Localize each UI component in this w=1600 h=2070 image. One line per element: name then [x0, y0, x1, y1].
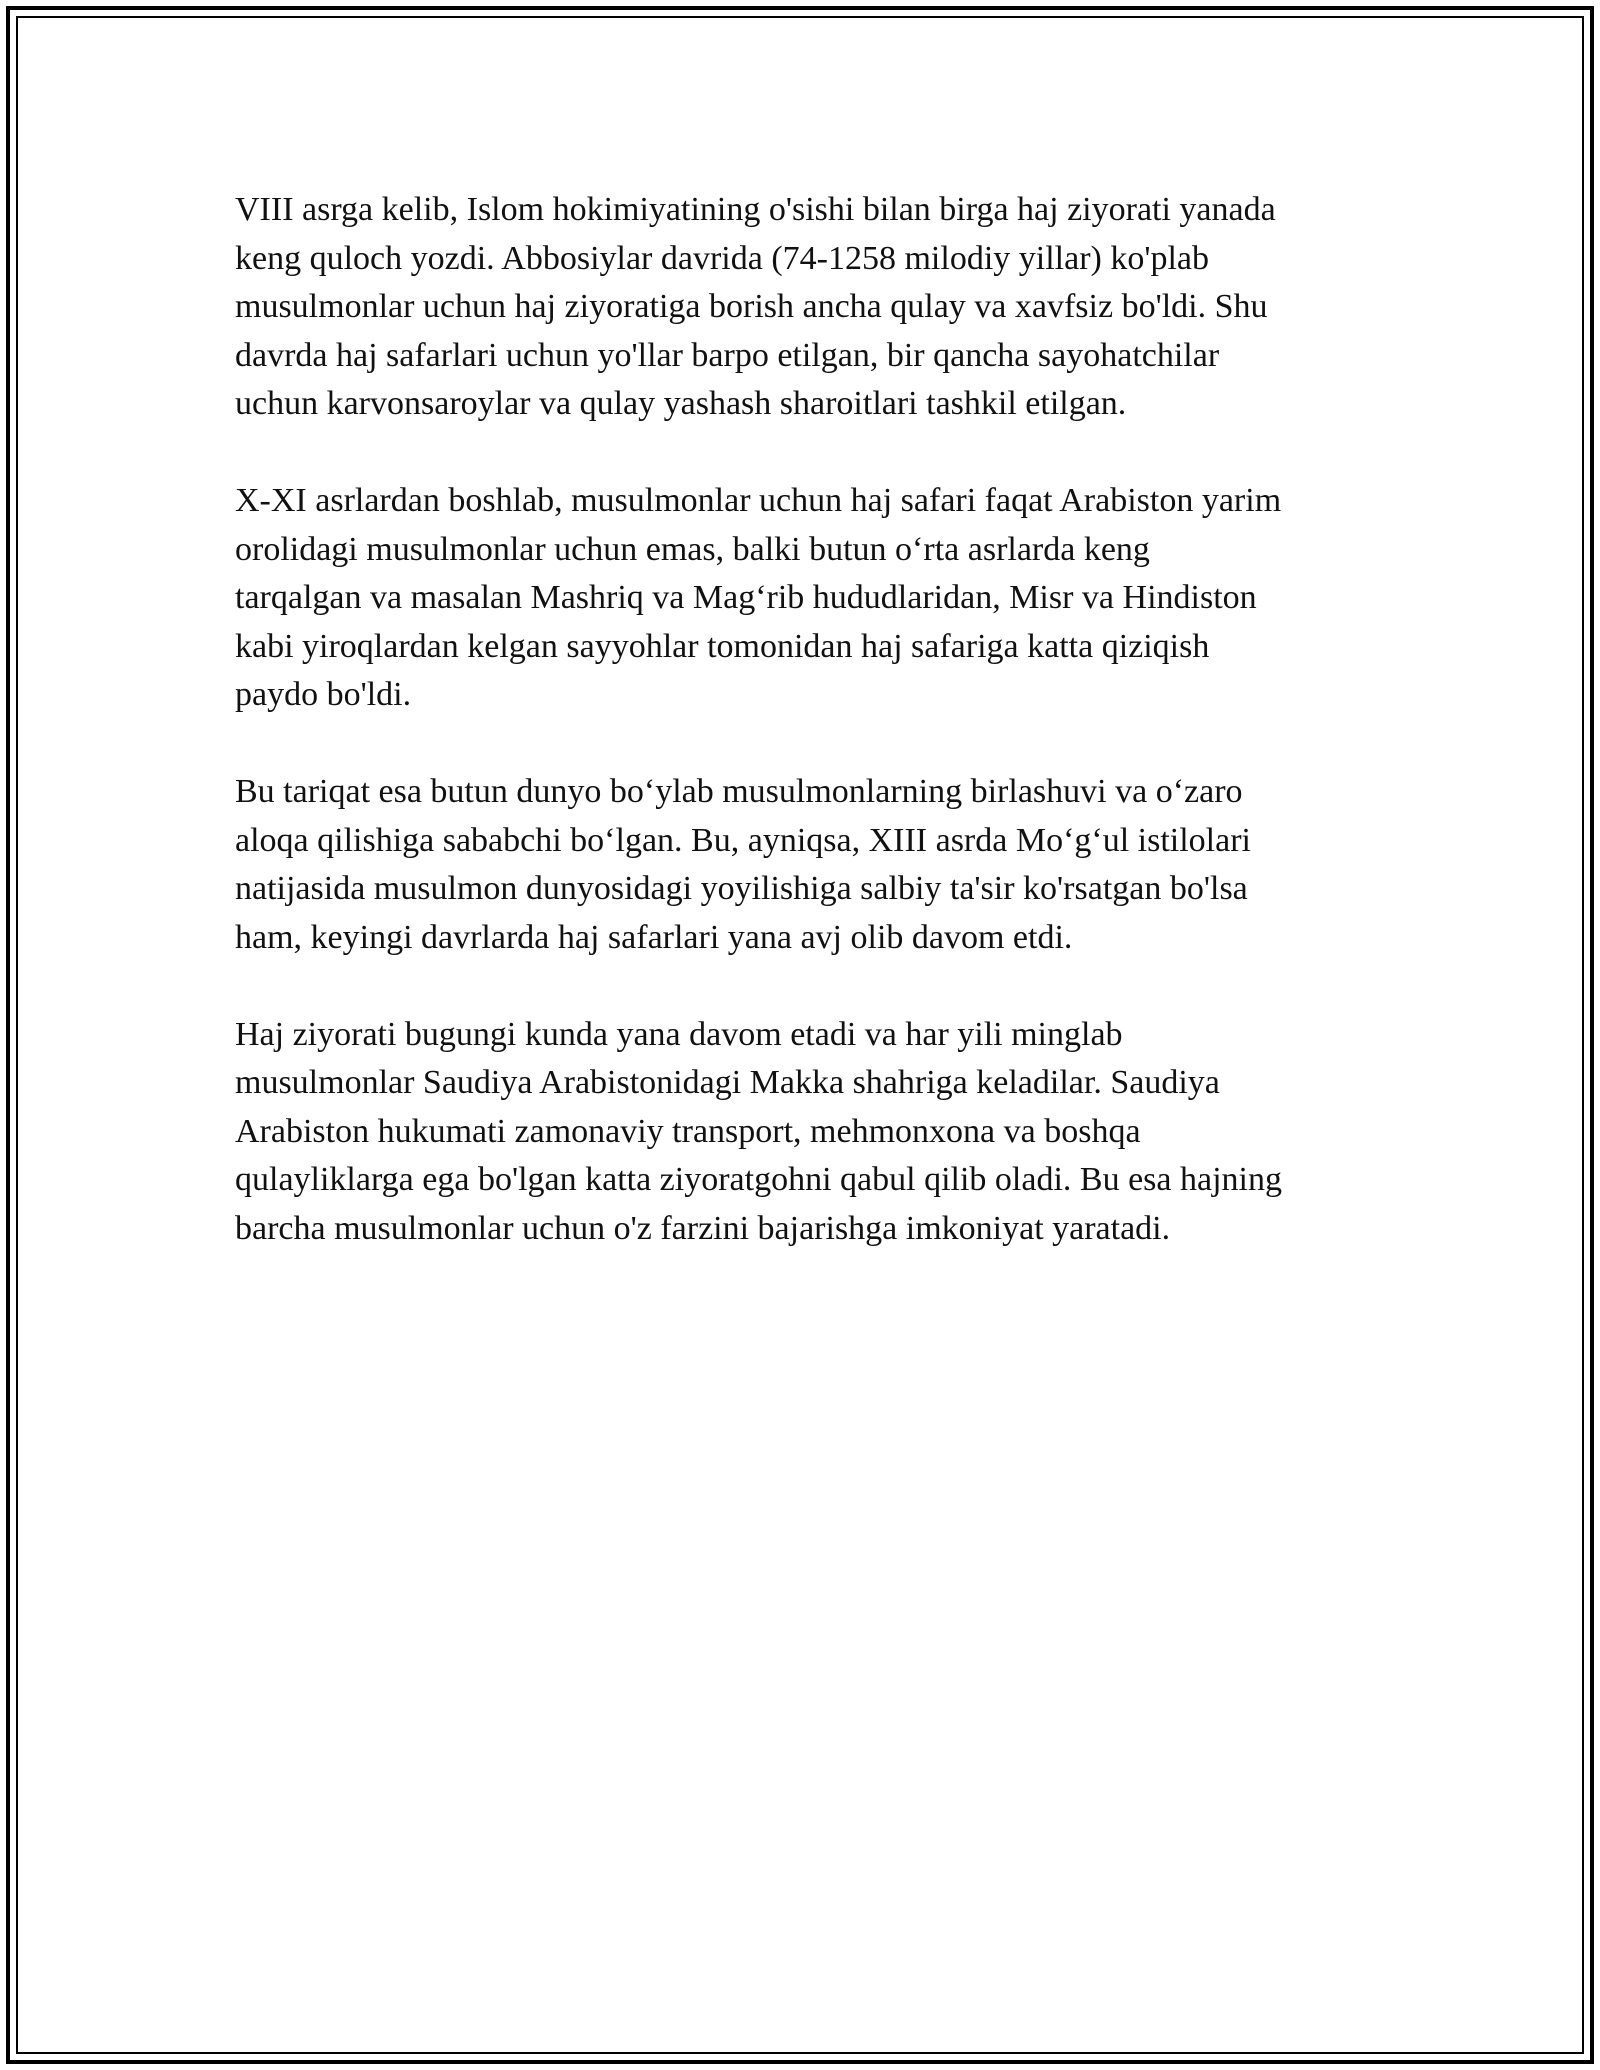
- paragraph-line: kabi yiroqlardan kelgan sayyohlar tomonidan haj safariga katta qiziqish: [235, 627, 1210, 665]
- paragraph-line: uchun karvonsaroylar va qulay yashash sharoitlari tashkil etilgan.: [235, 385, 1127, 422]
- document-body: [235, 186, 1375, 1302]
- paragraph-line: orolidagi musulmonlar uchun emas, balki butun o‘rta asrlarda keng: [235, 530, 1150, 568]
- paragraph-line: musulmonlar uchun haj ziyoratiga borish ancha qulay va xavfsiz bo'ldi. Shu: [235, 288, 1268, 325]
- paragraph-line: Haj ziyorati bugungi kunda yana davom etadi va har yili minglab: [235, 1015, 1123, 1053]
- paragraph-2: [235, 477, 1375, 720]
- paragraph-line: aloqa qilishiga sababchi bo‘lgan. Bu, ayniqsa, XIII asrda Mo‘g‘ul istilolari: [235, 821, 1251, 859]
- paragraph-line: tarqalgan va masalan Mashriq va Mag‘rib hududlaridan, Misr va Hindiston: [235, 579, 1257, 616]
- paragraph-line: qulayliklarga ega bo'lgan katta ziyoratgohni qabul qilib oladi. Bu esa hajning: [235, 1161, 1282, 1198]
- paragraph-line: musulmonlar Saudiya Arabistonidagi Makka shahriga keladilar. Saudiya: [235, 1064, 1220, 1101]
- paragraph-line: barcha musulmonlar uchun o'z farzini bajarishga imkoniyat yaratadi.: [235, 1209, 1171, 1247]
- paragraph-4: [235, 1011, 1375, 1254]
- paragraph-3: [235, 768, 1375, 962]
- paragraph-line: X-XI asrlardan boshlab, musulmonlar uchun haj safari faqat Arabiston yarim: [235, 482, 1282, 519]
- paragraph-line: davrda haj safarlari uchun yo'llar barpo etilgan, bir qancha sayohatchilar: [235, 336, 1220, 374]
- paragraph-line: Bu tariqat esa butun dunyo bo‘ylab musulmonlarning birlashuvi va o‘zaro: [235, 773, 1243, 810]
- paragraph-1: [235, 186, 1375, 429]
- paragraph-line: ham, keyingi davrlarda haj safarlari yana avj olib davom etdi.: [235, 918, 1073, 956]
- paragraph-line: keng quloch yozdi. Abbosiylar davrida (74-1258 milodiy yillar) ko'plab: [235, 239, 1209, 277]
- paragraph-line: natijasida musulmon dunyosidagi yoyilishiga salbiy ta'sir ko'rsatgan bo'lsa: [235, 870, 1248, 907]
- paragraph-line: VIII asrga kelib, Islom hokimiyatining o'sishi bilan birga haj ziyorati yanada: [235, 191, 1276, 228]
- paragraph-line: paydo bo'ldi.: [235, 676, 412, 713]
- paragraph-line: Arabiston hukumati zamonaviy transport, mehmonxona va boshqa: [235, 1112, 1141, 1150]
